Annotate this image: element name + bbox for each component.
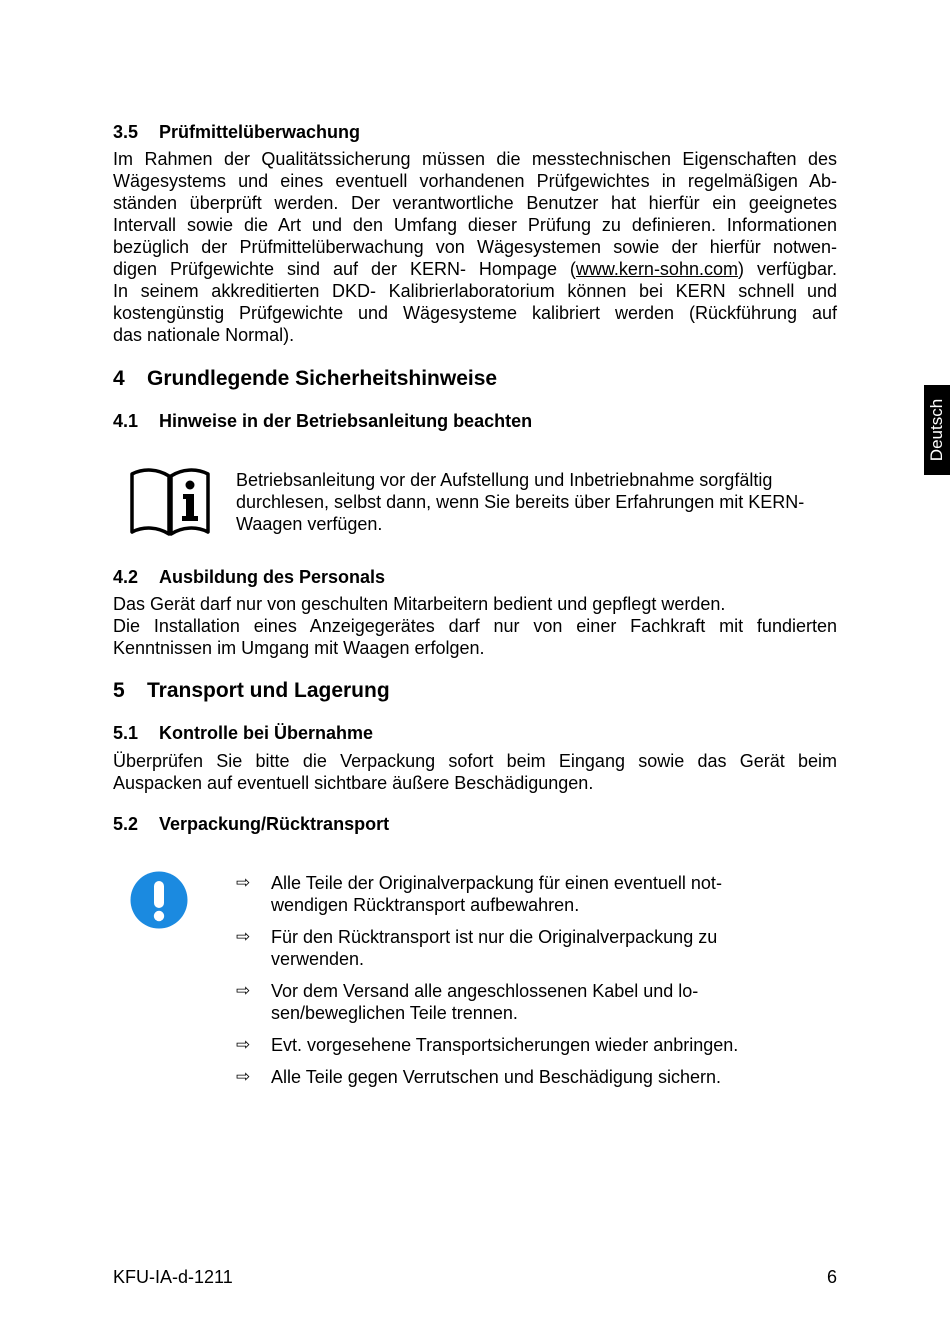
footer-document-id: KFU-IA-d-1211: [113, 1267, 233, 1287]
arrow-right-icon: ⇨: [236, 981, 251, 1000]
paragraph-line: kostengünstig Prüfgewichte und Wägesysteme kalibriert werden (Rückführung auf: [113, 303, 837, 323]
chapter-number: 5: [113, 679, 125, 702]
section-4-2-paragraph: [113, 593, 837, 659]
list-item-line: wendigen Rücktransport aufbewahren.: [271, 895, 580, 915]
section-title: Ausbildung des Personals: [159, 567, 386, 587]
section-number: 5.1: [113, 723, 139, 743]
list-item: [236, 926, 796, 970]
list-item-line: Evt. vorgesehene Transportsicherungen wieder anbringen.: [271, 1035, 739, 1055]
language-tab: [924, 385, 950, 475]
arrow-right-icon: ⇨: [236, 1035, 251, 1054]
website-link[interactable]: www.kern-sohn.com: [575, 259, 738, 279]
list-item-line: verwenden.: [271, 949, 365, 969]
paragraph-line: Das Gerät darf nur von geschulten Mitarbeitern bedient und gepflegt werden.: [113, 594, 726, 614]
chapter-heading-4: [113, 366, 813, 392]
transport-instructions-list: [236, 872, 796, 1098]
paragraph-text: ) verfügbar.: [737, 259, 837, 279]
paragraph-line: ständen überprüft werden. Der verantwortliche Benutzer hat hierfür ein geeignetes: [113, 193, 837, 213]
chapter-title: Transport und Lagerung: [147, 679, 390, 702]
section-number: 3.5: [113, 122, 139, 142]
list-item: [236, 872, 796, 916]
list-item-line: Vor dem Versand alle angeschlossenen Kabel und lo-: [271, 981, 699, 1001]
paragraph-line: Kenntnissen im Umgang mit Waagen erfolgen.: [113, 638, 485, 658]
list-item-line: sen/beweglichen Teile trennen.: [271, 1003, 518, 1023]
footer-page-number: 6: [826, 1267, 837, 1287]
exclamation-circle-icon: [130, 871, 188, 929]
paragraph-line: Intervall sowie die Art und den Umfang dieser Prüfung zu definieren. Informationen: [113, 215, 837, 235]
list-item: [236, 1066, 796, 1088]
paragraph-line: Wägesystems und eines eventuell vorhandenen Prüfgewichtes in regelmäßigen Ab-: [113, 171, 837, 191]
paragraph-line: Die Installation eines Anzeigegerätes darf nur von einer Fachkraft mit fundierten: [113, 616, 837, 636]
chapter-heading-5: [113, 678, 813, 704]
paragraph-line: bezüglich der Prüfmittelüberwachung von Wägesystemen sowie der hierfür notwen-: [113, 237, 837, 257]
paragraph-line: In seinem akkreditierten DKD- Kalibrierlaboratorium können bei KERN schnell und: [113, 281, 837, 301]
paragraph-line: Im Rahmen der Qualitätssicherung müssen die messtechnischen Eigenschaften des: [113, 149, 837, 169]
list-item: [236, 980, 796, 1024]
section-3-5-paragraph: [113, 148, 837, 346]
paragraph-text: digen Prüfgewichte sind auf der KERN- Hompage (: [113, 259, 576, 279]
language-tab-label: Deutsch: [927, 398, 946, 462]
chapter-number: 4: [113, 367, 125, 390]
list-item-line: Alle Teile gegen Verrutschen und Beschädigung sichern.: [271, 1067, 721, 1087]
section-heading-3-5: [113, 121, 813, 143]
info-book-icon: [128, 466, 212, 538]
section-title: Verpackung/Rücktransport: [159, 814, 390, 834]
section-title: Prüfmittelüberwachung: [159, 122, 361, 142]
paragraph-line: Betriebsanleitung vor der Aufstellung und Inbetriebnahme sorgfältig: [236, 470, 773, 490]
section-heading-5-1: [113, 722, 813, 744]
paragraph-line: das nationale Normal).: [113, 325, 295, 345]
section-heading-4-2: [113, 566, 813, 588]
chapter-title: Grundlegende Sicherheitshinweise: [147, 367, 498, 390]
paragraph-line: durchlesen, selbst dann, wenn Sie bereits über Erfahrungen mit KERN-: [236, 492, 805, 512]
section-heading-5-2: [113, 813, 813, 835]
section-title: Hinweise in der Betriebsanleitung beachten: [159, 411, 533, 431]
section-number: 5.2: [113, 814, 139, 834]
list-item: [236, 1034, 796, 1056]
paragraph-line: Überprüfen Sie bitte die Verpackung sofort beim Eingang sowie das Gerät beim: [113, 751, 837, 771]
list-item-line: Alle Teile der Originalverpackung für einen eventuell not-: [271, 873, 722, 893]
section-4-1-paragraph: [236, 469, 846, 535]
paragraph-line: [113, 258, 837, 280]
section-heading-4-1: [113, 410, 813, 432]
paragraph-line: Waagen verfügen.: [236, 514, 383, 534]
section-5-1-paragraph: [113, 750, 837, 794]
section-number: 4.2: [113, 567, 139, 587]
paragraph-line: Auspacken auf eventuell sichtbare äußere Beschädigungen.: [113, 773, 594, 793]
section-number: 4.1: [113, 411, 139, 431]
section-title: Kontrolle bei Übernahme: [159, 723, 374, 743]
arrow-right-icon: ⇨: [236, 927, 251, 946]
arrow-right-icon: ⇨: [236, 1067, 251, 1086]
arrow-right-icon: ⇨: [236, 873, 251, 892]
list-item-line: Für den Rücktransport ist nur die Originalverpackung zu: [271, 927, 718, 947]
